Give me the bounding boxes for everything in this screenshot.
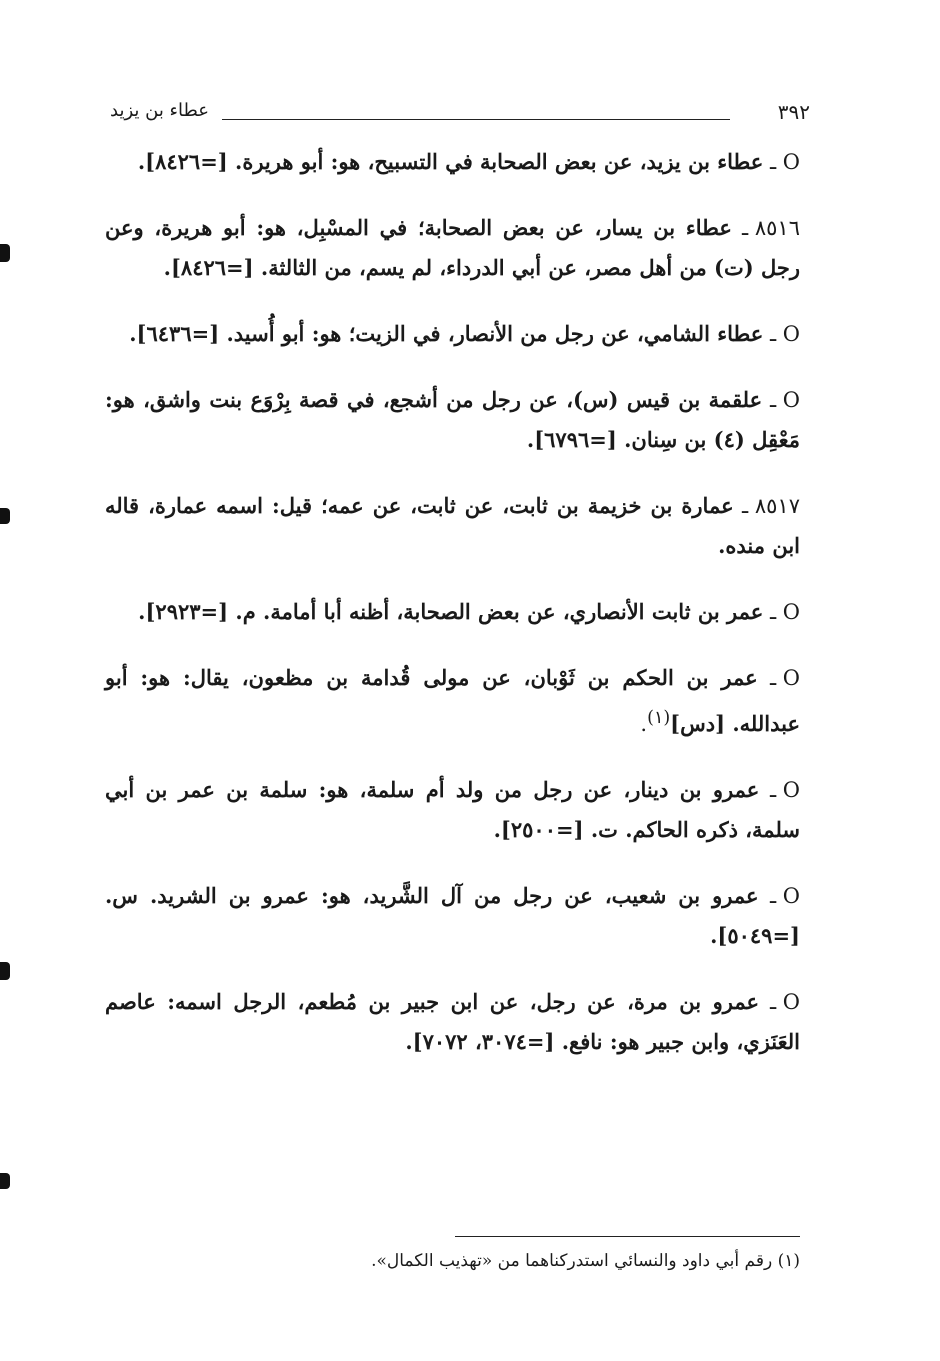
entry-marker: O ـ <box>769 990 800 1014</box>
scan-edge-mark <box>0 244 10 262</box>
entry-marker: O ـ <box>769 388 800 412</box>
entry-item <box>105 486 800 566</box>
running-head: عطاء بن يزيد <box>110 100 210 121</box>
footnote: (١) رقم أبي داود والنسائي استدركناهما من «تهذيب الكمال». <box>371 1251 800 1271</box>
entry-item <box>105 142 800 182</box>
entry-marker: O ـ <box>769 322 800 346</box>
scan-edge-mark <box>0 962 10 980</box>
scan-edge-mark <box>0 1173 10 1189</box>
entry-end: . <box>640 712 648 736</box>
entry-item <box>105 982 800 1062</box>
entry-marker: O ـ <box>769 600 800 624</box>
page-header <box>110 100 810 130</box>
entry-marker: O ـ <box>769 666 800 690</box>
header-rule <box>222 119 730 120</box>
entry-text: عمر بن ثابت الأنصاري، عن بعض الصحابة، أظنه أبا أمامة. م. [=٢٩٢٣]. <box>138 599 764 624</box>
footnote-reference: (١) <box>647 708 671 728</box>
entries-list <box>105 142 800 1088</box>
entry-item <box>105 658 800 744</box>
entry-item <box>105 380 800 460</box>
entry-text: علقمة بن قيس (س)، عن رجل من أشجع، في قصة بِرْوَع بنت واشق، هو: مَعْقِل (٤) بن سِنان. [=٦٧٩٦]. <box>105 387 800 452</box>
entry-text: عمارة بن خزيمة بن ثابت، عن ثابت، عن عمه؛ قيل: اسمه عمارة، قاله ابن منده. <box>105 493 800 558</box>
scan-edge-mark <box>0 508 10 524</box>
entry-marker: O ـ <box>769 778 800 802</box>
entry-item <box>105 592 800 632</box>
entry-text: عطاء بن يزيد، عن بعض الصحابة في التسبيح، هو: أبو هريرة. [=٨٤٢٦]. <box>137 149 764 174</box>
entry-text: عمرو بن مرة، عن رجل، عن ابن جبير بن مُطعم، الرجل اسمه: عاصم العَنَزي، وابن جبير هو: نافع. [=٣٠٧٤، ٧٠٧٢]. <box>105 989 800 1054</box>
entry-text: عمرو بن دينار، عن رجل من ولد أم سلمة، هو: سلمة بن عمر بن أبي سلمة، ذكره الحاكم. ت. [=٢٥٠٠]. <box>105 777 800 842</box>
entry-number: ٨٥١٧ ـ <box>742 494 800 518</box>
entry-marker: O ـ <box>769 150 800 174</box>
page-number: ٣٩٢ <box>777 100 810 124</box>
entry-text: عمرو بن شعيب، عن رجل من آل الشَّريد، هو: عمرو بن الشريد. س. [=٥٠٤٩]. <box>105 883 800 948</box>
entry-text: عمر بن الحكم بن ثَوْبان، عن مولى قُدامة بن مظعون، يقال: هو: أبو عبدالله. [دس] <box>105 665 800 736</box>
entry-marker: O ـ <box>769 884 800 908</box>
entry-item <box>105 314 800 354</box>
footnote-rule <box>455 1236 800 1237</box>
entry-text: عطاء الشامي، عن رجل من الأنصار، في الزيت؛ هو: أبو أُسيد. [=٦٤٣٦]. <box>129 321 764 346</box>
entry-item <box>105 770 800 850</box>
entry-item <box>105 876 800 956</box>
entry-item <box>105 208 800 288</box>
entry-number: ٨٥١٦ ـ <box>742 216 800 240</box>
entry-text: عطاء بن يسار، عن بعض الصحابة؛ في المسْبِل، هو: أبو هريرة، وعن رجل (ت) من أهل مصر، عن أبي الدرداء، لم يسم، من الثالثة. [=٨٤٢٦]. <box>105 215 800 280</box>
